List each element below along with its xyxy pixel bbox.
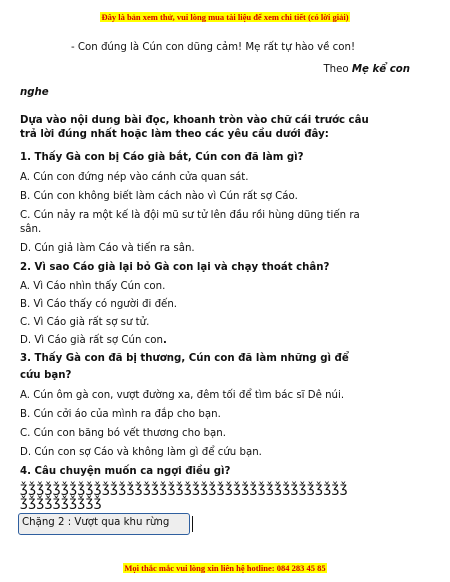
hotline-banner	[0, 563, 450, 573]
question-1-option-b: B. Cún con không biết làm cách nào vì Cún rất sợ Cáo.	[20, 191, 298, 202]
question-1-option-c: C. Cún nảy ra một kế là đội mũ sư tử lên đầu rồi hùng dũng tiến ra	[20, 210, 360, 221]
question-1-option-c-continued: sân.	[20, 224, 42, 235]
question-1-title: 1. Thấy Gà con bị Cáo già bắt, Cún con đã làm gì?	[20, 152, 304, 163]
answer-line: ǯǯǯǯǯǯǯǯǯǯǯǯǯǯǯǯǯǯǯǯǯǯǯǯǯǯǯǯǯǯǯǯǯǯǯǯǯǯǯǯ	[20, 480, 348, 496]
preview-banner-text: Đây là bản xem thử, vui lòng mua tài liệu để xem chi tiết (có lời giải)	[101, 12, 349, 22]
question-3-title: 3. Thấy Gà con đã bị thương, Cún con đã làm những gì để	[20, 353, 349, 364]
source-title-continued: nghe	[20, 87, 49, 98]
instruction-line: trả lời đúng nhất hoặc làm theo các yêu cầu dưới đây:	[20, 129, 329, 140]
question-2-option-a: A. Vì Cáo nhìn thấy Cún con.	[20, 281, 166, 292]
hotline-banner-text: Mọi thắc mắc vui lòng xin liên hệ hotline: 084 283 45 85	[124, 563, 326, 573]
question-3-option-a: A. Cún ôm gà con, vượt đường xa, đêm tối để tìm bác sĩ Dê núi.	[20, 390, 345, 401]
question-3-option-c: C. Cún con băng bó vết thương cho bạn.	[20, 428, 226, 439]
instruction-line: Dựa vào nội dung bài đọc, khoanh tròn vào chữ cái trước câu	[20, 115, 369, 126]
text-cursor	[192, 516, 193, 532]
quote-line: - Con đúng là Cún con dũng cảm! Mẹ rất tự hào về con!	[71, 42, 356, 53]
source-prefix: Theo	[323, 64, 352, 75]
question-3-option-b: B. Cún cởi áo của mình ra đắp cho bạn.	[20, 409, 221, 420]
question-4-title: 4. Câu chuyện muốn ca ngợi điều gì?	[20, 466, 231, 477]
preview-banner	[0, 12, 450, 22]
source-title: Mẹ kể con	[351, 64, 410, 75]
question-2-option-d	[20, 334, 167, 348]
question-2-option-b: B. Vì Cáo thấy có người đi đến.	[20, 299, 178, 310]
question-2-option-d-suffix: .	[162, 335, 167, 346]
question-1-option-a: A. Cún con đứng nép vào cánh cửa quan sát.	[20, 172, 249, 183]
question-3-title-continued: cứu bạn?	[20, 370, 72, 381]
question-3-option-d: D. Cún con sợ Cáo và không làm gì để cứu bạn.	[20, 447, 262, 458]
source-credit	[323, 64, 410, 75]
question-2-title: 2. Vì sao Cáo già lại bỏ Gà con lại và chạy thoát chân?	[20, 262, 330, 273]
question-2-option-d-text: D. Vì Cáo già rất sợ Cún con	[20, 335, 163, 346]
chapter-label: Chặng 2 : Vượt qua khu rừng	[22, 517, 170, 528]
question-1-option-d: D. Cún giả làm Cáo và tiến ra sân.	[20, 243, 195, 254]
answer-line: ǯǯǯǯǯǯǯǯǯǯ	[20, 494, 102, 510]
question-2-option-c: C. Vì Cáo già rất sợ sư tử.	[20, 317, 150, 328]
